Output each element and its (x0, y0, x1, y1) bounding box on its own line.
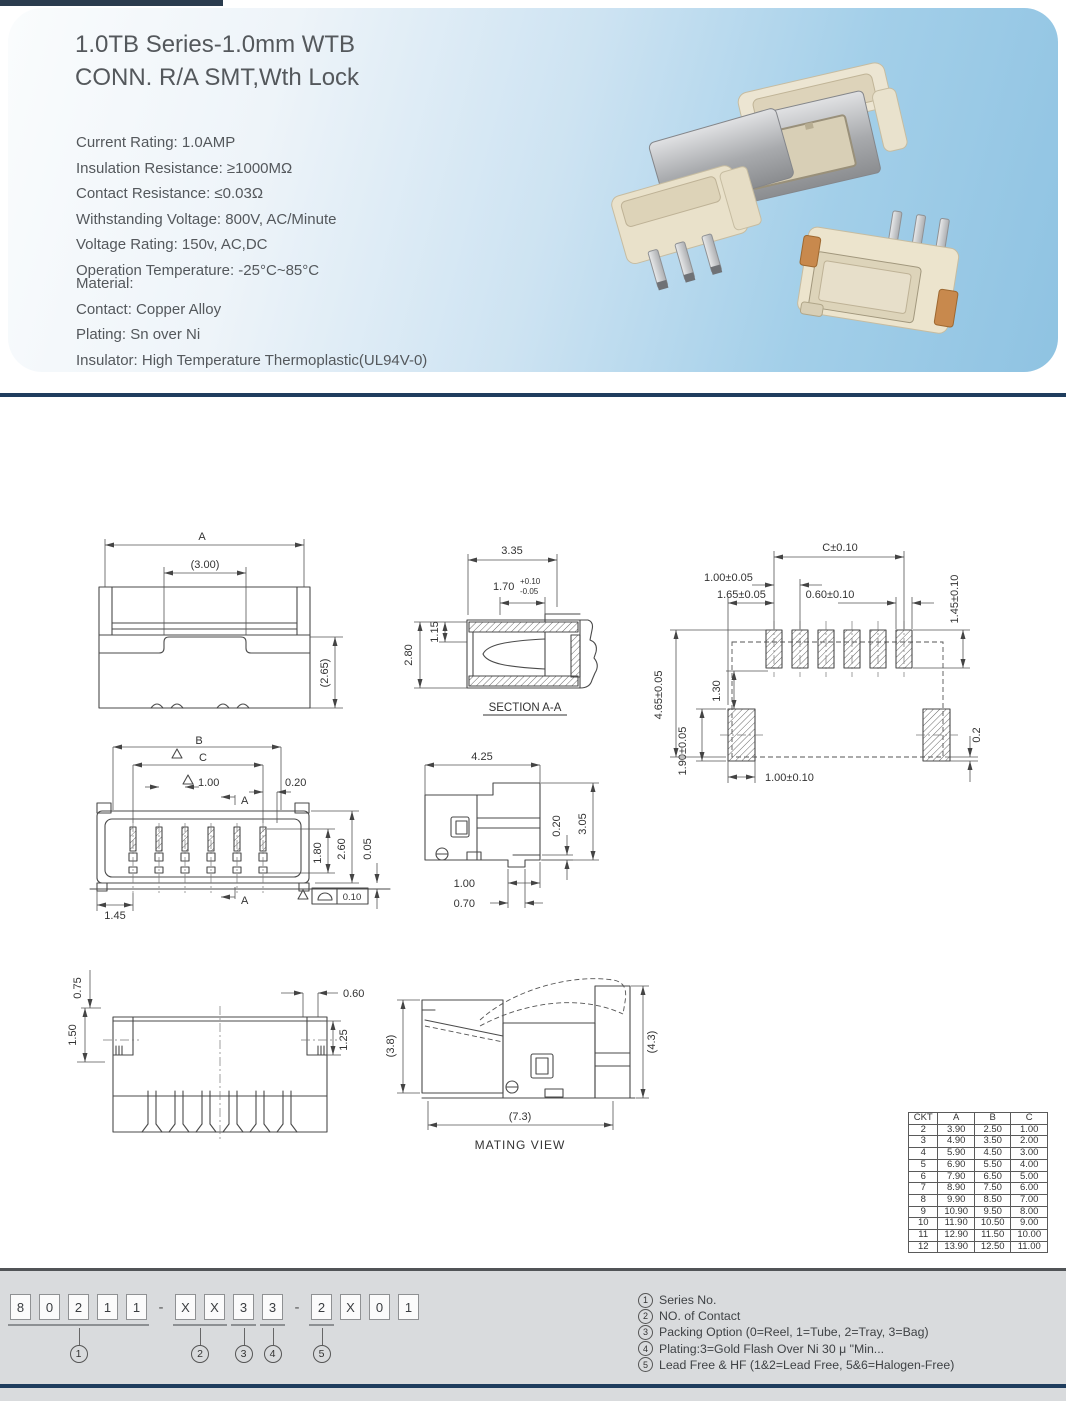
bottom-dimensions (77, 970, 341, 1062)
circled-number: 1 (70, 1345, 88, 1363)
table-cell: 10.90 (938, 1206, 975, 1218)
table-row (909, 1206, 1048, 1218)
table-cell: 1.00 (1011, 1124, 1048, 1136)
rear-view-outline (99, 587, 310, 708)
dim-label: 0.60±0.10 (805, 589, 855, 601)
part-number-legend (638, 1292, 954, 1373)
legend-item (638, 1357, 954, 1373)
table-cell: 3.00 (1011, 1148, 1048, 1160)
part-number-box: X (340, 1294, 361, 1320)
dim-label: 1.00±0.05 (704, 572, 753, 584)
dim-label: 1.80 (312, 842, 324, 864)
table-cell: 11.00 (1011, 1241, 1048, 1253)
fcf-value: 0.10 (342, 892, 362, 903)
table-row (909, 1241, 1048, 1253)
table-cell: 4.50 (974, 1148, 1011, 1160)
callout-leader-line (244, 1328, 245, 1345)
table-cell: 7.90 (938, 1171, 975, 1183)
page-title (75, 28, 359, 94)
spec-line: Operation Temperature: -25°C~85°C (76, 261, 320, 279)
front-pins (129, 827, 267, 873)
part-number-group (233, 1294, 254, 1360)
dim-label: C±0.10 (822, 542, 858, 554)
dim-label: 1.25 (338, 1029, 350, 1051)
table-cell: 7 (909, 1183, 938, 1195)
side-view-drawing (415, 740, 685, 945)
table-cell: 3.50 (974, 1136, 1011, 1148)
table-cell: 10 (909, 1218, 938, 1230)
table-row (909, 1159, 1048, 1171)
view-label: MATING VIEW (474, 1138, 566, 1152)
group-underline (8, 1324, 149, 1326)
table-cell: 9.50 (974, 1206, 1011, 1218)
land-centerlines (720, 621, 958, 735)
part-number-box: 1 (97, 1294, 118, 1320)
circled-number: 2 (638, 1309, 653, 1324)
part-number-box: 0 (369, 1294, 390, 1320)
table-cell: 12.90 (938, 1230, 975, 1242)
table-cell: 6.90 (938, 1159, 975, 1171)
mating-lever-dashed (425, 979, 626, 1042)
connector-photo-left (598, 107, 815, 296)
dim-label: 1.50 (67, 1024, 79, 1046)
bottom-centerlines (103, 1006, 337, 1140)
part-number-box: X (175, 1294, 196, 1320)
header-panel (8, 8, 1058, 372)
table-row (909, 1171, 1048, 1183)
footer-divider-rule (0, 1384, 1066, 1388)
table-row (909, 1194, 1048, 1206)
dim-label: 0.75 (72, 977, 84, 999)
spec-line: Withstanding Voltage: 800V, AC/Minute (76, 210, 337, 228)
part-number-box: 2 (68, 1294, 89, 1320)
circled-number: 5 (638, 1357, 653, 1372)
table-cell: 9.00 (1011, 1218, 1048, 1230)
table-cell: 3 (909, 1136, 938, 1148)
circled-number: 3 (235, 1345, 253, 1363)
part-number-group (175, 1294, 225, 1360)
land-pattern-drawing (640, 525, 1066, 805)
page-top-edge-strip (0, 0, 223, 6)
legend-text: NO. of Contact (659, 1309, 741, 1324)
circled-number: 5 (313, 1345, 331, 1363)
dim-label: 0.60 (343, 988, 365, 1000)
part-number-group (262, 1294, 283, 1360)
part-number-group (10, 1294, 147, 1360)
dim-label: 1.45 (104, 910, 126, 922)
bottom-slots (142, 1091, 297, 1132)
table-cell: 5 (909, 1159, 938, 1171)
dim-label: 2.80 (403, 644, 415, 666)
dim-label: 1.00 (198, 777, 220, 789)
part-number-box: 1 (398, 1294, 419, 1320)
table-header-cell: A (938, 1113, 975, 1125)
table-cell: 8.00 (1011, 1206, 1048, 1218)
spec-line: Contact Resistance: ≤0.03Ω (76, 185, 264, 203)
table-cell: 2.00 (1011, 1136, 1048, 1148)
dim-label: 1.15 (429, 621, 441, 643)
mating-outline (422, 986, 635, 1098)
table-cell: 12 (909, 1241, 938, 1253)
section-aa-drawing (395, 525, 645, 750)
table-header-cell: B (974, 1113, 1011, 1125)
callout-leader-line (273, 1328, 274, 1345)
callout-leader-line (322, 1328, 323, 1345)
group-underline (231, 1324, 256, 1326)
product-photo-group (560, 40, 1040, 360)
table-cell: 9 (909, 1206, 938, 1218)
section-arrow-label: A (241, 795, 249, 807)
table-cell: 6.50 (974, 1171, 1011, 1183)
front-view-drawing (85, 735, 445, 945)
dim-label: (7.3) (508, 1111, 532, 1123)
dim-label: (2.65) (319, 658, 331, 688)
dim-label: 0.70 (453, 898, 475, 910)
dim-label: 1.90±0.05 (677, 726, 689, 776)
part-number-box: 3 (262, 1294, 283, 1320)
table-header-cell: CKT (909, 1113, 938, 1125)
dim-label: (3.00) (190, 559, 220, 571)
material-line: Material: (76, 275, 134, 292)
legend-item (638, 1324, 954, 1340)
legend-text: Plating:3=Gold Flash Over Ni 30 μ "Min... (659, 1341, 885, 1356)
table-cell: 5.50 (974, 1159, 1011, 1171)
part-number-dash: - (158, 1298, 164, 1316)
table-cell: 13.90 (938, 1241, 975, 1253)
table-cell: 8.90 (938, 1183, 975, 1195)
table-row (909, 1230, 1048, 1242)
dim-label: B (195, 735, 203, 747)
dim-label: 0.2 (971, 727, 983, 743)
dim-label: 1.45±0.10 (949, 574, 961, 624)
group-underline (260, 1324, 285, 1326)
table-cell: 10.50 (974, 1218, 1011, 1230)
dim-label: (4.3) (646, 1030, 658, 1054)
dim-label: 0.05 (362, 838, 374, 860)
part-number-box: 0 (39, 1294, 60, 1320)
dim-tolerance: +0.10 (520, 577, 541, 586)
part-number-box: 2 (311, 1294, 332, 1320)
part-number-dash: - (294, 1298, 300, 1316)
section-outline (467, 614, 597, 688)
legend-text: Packing Option (0=Reel, 1=Tube, 2=Tray, 3=Bag) (659, 1325, 929, 1340)
table-row (909, 1148, 1048, 1160)
legend-text: Series No. (659, 1293, 717, 1307)
circled-number: 1 (638, 1293, 653, 1308)
callout-leader-line (200, 1328, 201, 1345)
dim-label: (3.8) (385, 1034, 397, 1058)
dim-label: 3.35 (501, 545, 523, 557)
table-cell: 4 (909, 1148, 938, 1160)
table-cell: 5.00 (1011, 1171, 1048, 1183)
dim-label: 3.05 (577, 813, 589, 835)
part-number-group (311, 1294, 332, 1360)
dim-label: 0.20 (551, 815, 563, 837)
side-outline (425, 783, 540, 867)
section-dimensions (414, 554, 557, 688)
part-number-row (10, 1294, 419, 1360)
table-cell: 7.50 (974, 1183, 1011, 1195)
dim-label: 4.25 (471, 751, 493, 763)
bottom-view-drawing (67, 958, 375, 1173)
dim-label: 1.00±0.10 (765, 772, 814, 784)
table-cell: 4.90 (938, 1136, 975, 1148)
legend-item (638, 1308, 954, 1324)
ckt-dimension-table (908, 1112, 1048, 1253)
section-arrow-label: A (241, 895, 249, 907)
part-number-box: 3 (233, 1294, 254, 1320)
table-cell: 11.90 (938, 1218, 975, 1230)
table-cell: 2.50 (974, 1124, 1011, 1136)
table-row (909, 1136, 1048, 1148)
spec-line: Insulation Resistance: ≥1000MΩ (76, 159, 293, 177)
ckt-table-head-row (909, 1113, 1048, 1125)
table-row (909, 1124, 1048, 1136)
dim-label: C (199, 752, 207, 764)
table-cell: 3.90 (938, 1124, 975, 1136)
spec-line: Voltage Rating: 150v, AC,DC (76, 236, 268, 254)
note-flag-icon (172, 749, 368, 904)
header-divider-rule (0, 393, 1066, 397)
callout-leader-line (79, 1328, 80, 1345)
table-cell: 11 (909, 1230, 938, 1242)
part-number-box: 8 (10, 1294, 31, 1320)
part-number-box: X (204, 1294, 225, 1320)
dim-label: A (198, 531, 206, 543)
material-line: Contact: Copper Alloy (76, 300, 222, 318)
dim-tolerance: -0.05 (520, 587, 539, 596)
dim-label: 1.65±0.05 (717, 589, 766, 601)
dim-label: 1.00 (453, 878, 475, 890)
table-cell: 9.90 (938, 1194, 975, 1206)
table-cell: 10.00 (1011, 1230, 1048, 1242)
title-line2: CONN. R/A SMT,Wth Lock (75, 64, 360, 91)
table-cell: 11.50 (974, 1230, 1011, 1242)
legend-item (638, 1292, 954, 1308)
dim-label: 2.60 (336, 838, 348, 860)
spec-list (76, 130, 336, 284)
mating-view-drawing (385, 958, 720, 1173)
ckt-table-body (909, 1124, 1048, 1253)
table-cell: 7.00 (1011, 1194, 1048, 1206)
table-cell: 8 (909, 1194, 938, 1206)
material-line: Plating: Sn over Ni (76, 326, 201, 344)
legend-item (638, 1341, 954, 1357)
table-cell: 4.00 (1011, 1159, 1048, 1171)
part-number-box: 1 (126, 1294, 147, 1320)
group-underline (173, 1324, 227, 1326)
title-line1: 1.0TB Series-1.0mm WTB (75, 31, 356, 58)
table-cell: 8.50 (974, 1194, 1011, 1206)
connector-photo-bottom (792, 198, 969, 338)
material-list (76, 271, 427, 373)
part-number-group (340, 1294, 419, 1320)
table-cell: 6.00 (1011, 1183, 1048, 1195)
circled-number: 4 (264, 1345, 282, 1363)
circled-number: 2 (191, 1345, 209, 1363)
rear-view-drawing (85, 525, 385, 745)
group-underline (309, 1324, 334, 1326)
legend-text: Lead Free & HF (1&2=Lead Free, 5&6=Halogen-Free) (659, 1357, 955, 1372)
mating-dimensions (397, 986, 649, 1130)
table-cell: 6 (909, 1171, 938, 1183)
spec-line: Current Rating: 1.0AMP (76, 134, 236, 151)
table-cell: 5.90 (938, 1148, 975, 1160)
material-line: Insulator: High Temperature Thermoplastic(UL94V-0) (76, 351, 428, 369)
circled-number: 3 (638, 1325, 653, 1340)
land-pads (728, 630, 950, 761)
dim-label: 0.20 (285, 777, 307, 789)
table-cell: 2 (909, 1124, 938, 1136)
circled-number: 4 (638, 1341, 653, 1356)
dim-label: 1.70 (493, 581, 515, 593)
table-row (909, 1218, 1048, 1230)
dim-label: 1.30 (711, 680, 723, 702)
table-header-cell: C (1011, 1113, 1048, 1125)
table-row (909, 1183, 1048, 1195)
dim-label: 4.65±0.05 (653, 670, 665, 720)
section-label: SECTION A-A (488, 702, 562, 714)
table-cell: 12.50 (974, 1241, 1011, 1253)
